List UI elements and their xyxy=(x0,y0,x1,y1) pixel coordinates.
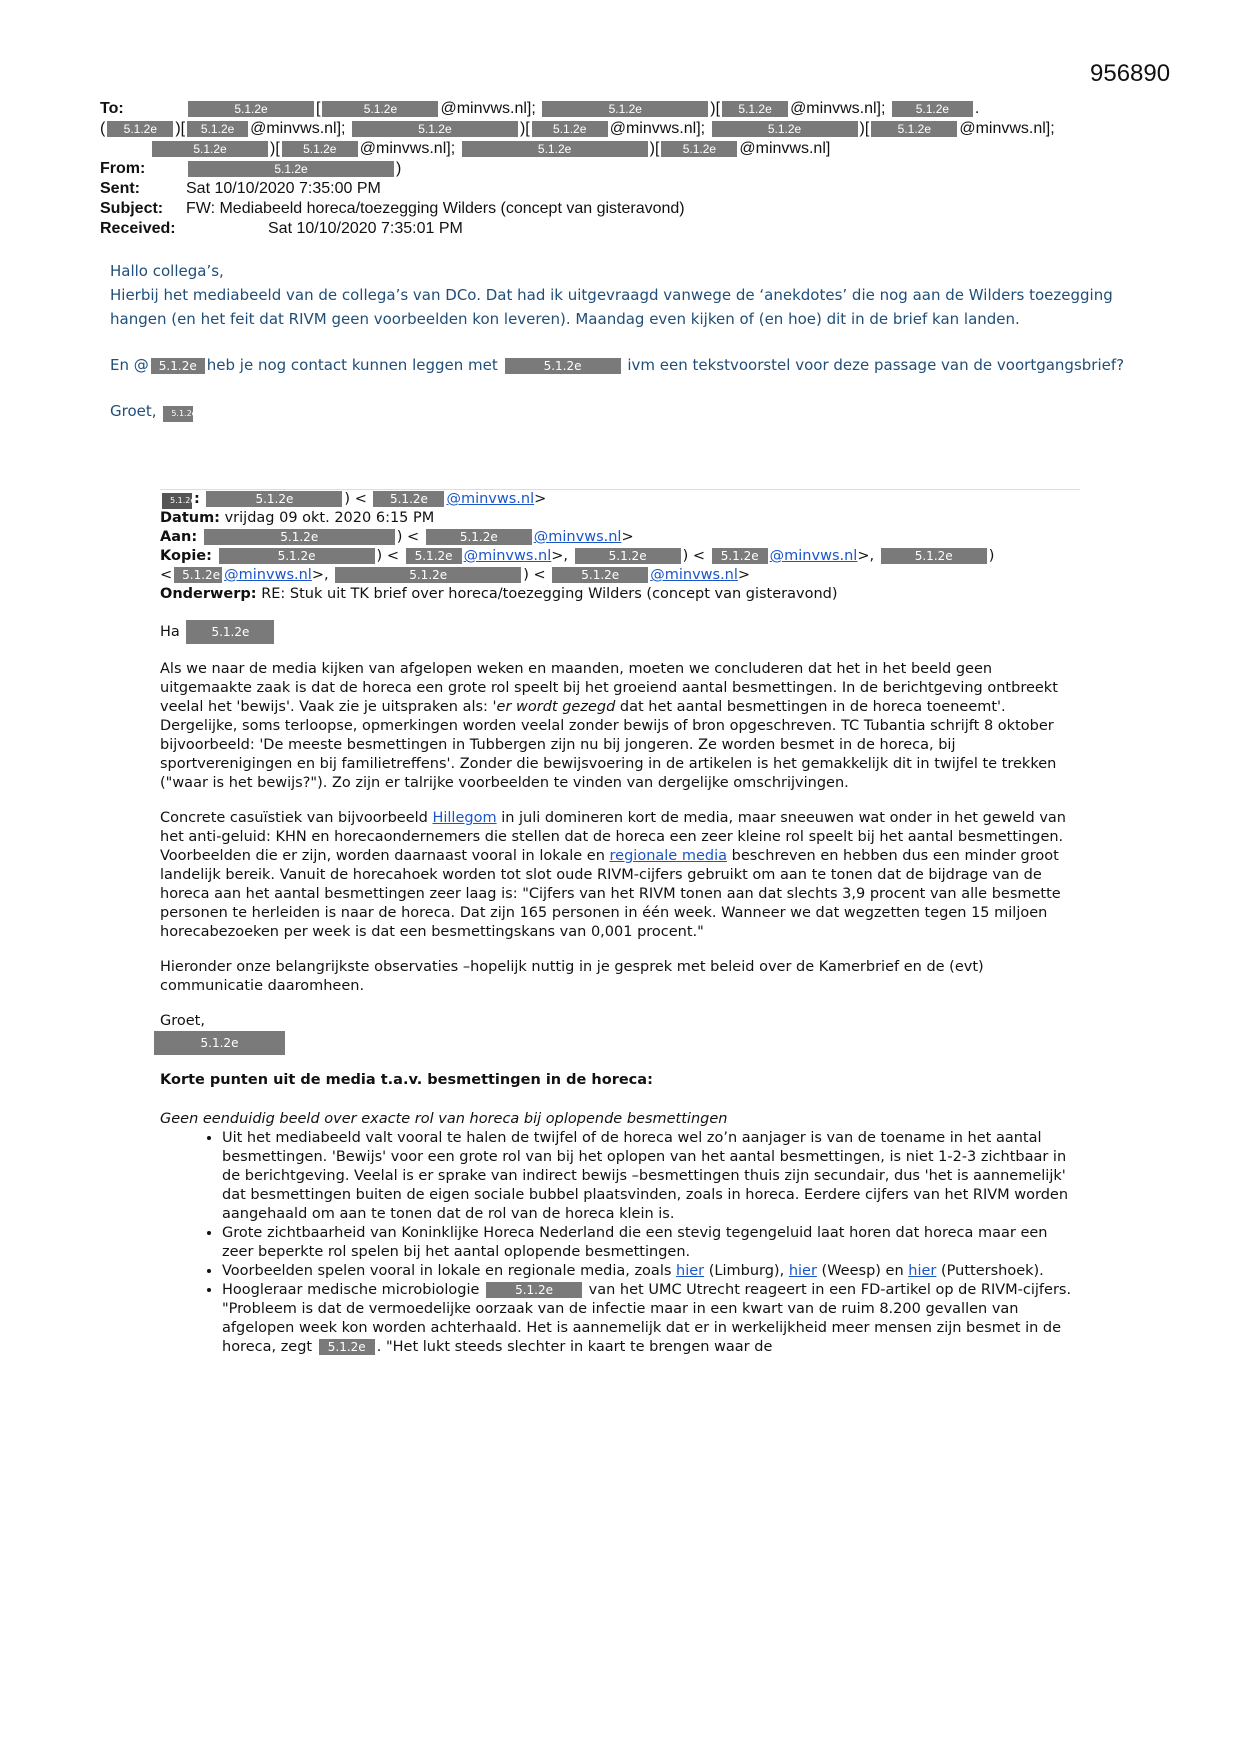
text: van het UMC Utrecht reageert in een FD-artikel op de RIVM-cijfers. "Probleem is dat de vermoedelijke oorzaak van de infectie maar in een kwart van de ruim 8.200 gevallen van afgelopen week kon worden achterhaald. Het is aannemelijk dat er in werkelijkheid meer mensen zijn besmet in de horeca, zegt xyxy=(222,1282,1072,1355)
redaction: 5.1.2e xyxy=(871,121,957,137)
email-link[interactable]: @minvws.nl xyxy=(650,567,738,583)
from-label: From: xyxy=(100,160,146,177)
redaction: 5.1.2e xyxy=(151,358,205,374)
text: Ha xyxy=(160,624,180,640)
redaction: 5.1.2e xyxy=(107,121,173,137)
sent-value: Sat 10/10/2020 7:35:00 PM xyxy=(186,180,381,197)
redaction: 5.1.2e xyxy=(219,548,375,564)
hier-link-2[interactable]: hier xyxy=(788,1263,817,1279)
regionale-media-link[interactable]: regionale media xyxy=(609,848,727,864)
redaction: 5.1.2e xyxy=(892,101,973,117)
label: Kopie: xyxy=(160,548,212,564)
value: RE: Stuk uit TK brief over horeca/toezegging Wilders (concept van gisteravond) xyxy=(261,586,838,602)
fwd-datum-row xyxy=(160,509,1080,528)
text: . "Het lukt steeds slechter in kaart te brengen waar de xyxy=(376,1339,773,1355)
paragraph-2 xyxy=(160,809,1080,942)
text: Als we naar de media kijken van afgelopen weken en maanden, moeten we concluderen dat het in het beeld geen uitgemaakte zaak is dat de horeca een grote rol speelt bij het groeiend aantal besmettingen. In de berichtgeving ontbreekt veelal het 'bewijs'. Vaak zie je uitspraken als: xyxy=(160,661,1058,715)
email-link[interactable]: @minvws.nl xyxy=(446,491,535,507)
bullet-item: • Uit het mediabeeld valt vooral te halen de twijfel of de horeca wel zo’n aanjager is van de toename in het aantal besmettingen. 'Bewijs' voor een grote rol van bij het oplopen van het aantal besmettingen, is niet 1-2-3 zichtbaar in de berichtgeving. Veelal is er sprake van indirect bewijs –besmettingen thuis zijn secundair, dus 'het is aannemelijk' dat besmettingen buiten de eigen sociale bubbel plaatsvinden, zoals in horeca. Eerdere cijfers van het RIVM worden aangehaald om aan te tonen dat de rol van de horeca klein is. xyxy=(222,1129,1080,1224)
hillegom-link[interactable]: Hillegom xyxy=(432,810,497,826)
redaction: 5.1.2e xyxy=(154,1031,285,1055)
to-row: To: 5.1.2e [ 5.1.2e @minvws.nl]; 5.1.2e )[ 5.1.2e @minvws.nl]; 5.1.2e . xyxy=(100,100,980,117)
message-paragraph: Hierbij het mediabeeld van de collega’s van DCo. Dat had ik uitgevraagd vanwege de ‘anekdotes’ die nog aan de Wilders toezegging hangen (en het feit dat RIVM geen voorbeelden kon leveren). Maandag even kijken of (en hoe) dit in de brief kan landen. xyxy=(110,286,1113,328)
text: beschreven en hebben dus een minder groot landelijk bereik. Vanuit de horecahoek worden tot slot oude RIVM-cijfers gebruikt om aan te tonen dat de bijdrage van de horeca aan het aantal besmettingen zeer laag is: "Cijfers van het RIVM tonen aan dat slechts 3,9 procent van alle besmette personen te herleiden is naar de horeca. Dat zijn 165 personen in één week. Wanneer we dat wegzetten tegen 15 miljoen horecabezoeken per week is dat een besmettingskans van 0,001 procent." xyxy=(160,848,1061,940)
salutation xyxy=(160,620,1080,644)
text: dat het aantal besmettingen in de horeca toeneemt'. Dergelijke, soms terloopse, opmerkingen worden veelal zonder bewijs of bron opgeschreven. TC Tubantia schrijft 8 oktober bijvoorbeeld: 'De meeste besmettingen in Tubbergen zijn nu bij jongeren. Ze worden besmet in de horeca, bij sportverenigingen en bij familietreffens'. Zonder die bewijsvoering in de artikelen is het gemakkelijk dit in twijfel te trekken ("waar is het bewijs?"). Zo zijn er talrijke voorbeelden te vinden van dergelijke omschrijvingen. xyxy=(160,699,1057,791)
redaction: 5.1.2e xyxy=(322,101,438,117)
text: (Puttershoek). xyxy=(936,1263,1044,1279)
redaction: 5.1.2e xyxy=(532,121,608,137)
fwd-aan-row: Aan: 5.1.2e ) < 5.1.2e @minvws.nl> xyxy=(160,529,634,545)
fwd-onderwerp-row xyxy=(160,585,1080,604)
greeting: Hallo collega’s, xyxy=(110,262,224,280)
email-domain: @minvws.nl]; xyxy=(790,100,886,117)
redaction: 5.1.2e xyxy=(162,493,192,509)
redaction: 5.1.2e xyxy=(373,491,444,507)
value: vrijdag 09 okt. 2020 6:15 PM xyxy=(224,510,435,526)
subject-label: Subject: xyxy=(100,200,164,217)
text: ivm een tekstvoorstel voor deze passage van de voortgangsbrief? xyxy=(627,356,1125,374)
redaction: 5.1.2e xyxy=(163,406,193,422)
redaction: 5.1.2e xyxy=(505,358,621,374)
subject-row xyxy=(100,199,1150,219)
redaction: 5.1.2e xyxy=(352,121,518,137)
label: Onderwerp: xyxy=(160,586,257,602)
received-row xyxy=(100,219,1150,239)
to-row-2: ( 5.1.2e )[ 5.1.2e @minvws.nl]; 5.1.2e )[ 5.1.2e @minvws.nl]; 5.1.2e )[ 5.1.2e @minvws.nl]; xyxy=(100,120,1055,137)
redaction: 5.1.2e xyxy=(712,121,858,137)
email-domain: @minvws.nl]; xyxy=(440,100,536,117)
redaction: 5.1.2e xyxy=(575,548,681,564)
redaction: 5.1.2e xyxy=(204,529,395,545)
redaction: 5.1.2e xyxy=(187,121,248,137)
redaction: 5.1.2e xyxy=(542,101,708,117)
signature-row xyxy=(152,1031,1080,1055)
text: Voorbeelden spelen vooral in lokale en regionale media, zoals xyxy=(222,1263,677,1279)
received-label: Received: xyxy=(100,220,176,237)
forwarded-message xyxy=(160,490,1080,1357)
bullet-item: • Grote zichtbaarheid van Koninklijke Horeca Nederland die een stevig tegengeluid laat horen dat horeca maar een zeer beperkte rol spelen bij het aantal oplopende besmettingen. xyxy=(222,1224,1080,1262)
text: heb je nog contact kunnen leggen met xyxy=(206,356,498,374)
redaction: 5.1.2e xyxy=(426,529,532,545)
from-row: From: 5.1.2e ) xyxy=(100,160,402,177)
email-domain: @minvws.nl]; xyxy=(359,140,456,157)
redaction: 5.1.2e xyxy=(881,548,987,564)
received-value: Sat 10/10/2020 7:35:01 PM xyxy=(268,220,463,237)
redaction: 5.1.2e xyxy=(462,141,648,157)
bullet-item xyxy=(222,1262,1080,1281)
redaction: 5.1.2e xyxy=(186,620,274,644)
redaction: 5.1.2e xyxy=(174,567,222,583)
email-link[interactable]: @minvws.nl xyxy=(463,548,552,564)
text: Groet, xyxy=(110,402,157,420)
to-label: To: xyxy=(100,100,124,117)
email-link[interactable]: @minvws.nl xyxy=(769,548,858,564)
redaction: 5.1.2e xyxy=(188,101,314,117)
sent-label: Sent: xyxy=(100,180,140,197)
fwd-kopie-row-2: < 5.1.2e @minvws.nl>, 5.1.2e ) < 5.1.2e @minvws.nl> xyxy=(160,567,751,583)
redaction: 5.1.2e xyxy=(712,548,768,564)
subject-value: FW: Mediabeeld horeca/toezegging Wilders (concept van gisteravond) xyxy=(186,200,685,217)
sent-row xyxy=(100,179,1150,199)
redaction: 5.1.2e xyxy=(319,1339,375,1355)
redaction: 5.1.2e xyxy=(335,567,521,583)
label: Aan: xyxy=(160,529,198,545)
text: (Weesp) en xyxy=(816,1263,909,1279)
bullet-item xyxy=(222,1281,1080,1357)
email-domain-last: @minvws.nl] xyxy=(739,140,831,157)
hier-link-3[interactable]: hier xyxy=(908,1263,937,1279)
hier-link-1[interactable]: hier xyxy=(676,1263,705,1279)
redaction: 5.1.2e xyxy=(552,567,648,583)
email-header xyxy=(100,99,1150,239)
redaction: 5.1.2e xyxy=(188,161,394,177)
text: Concrete casuïstiek van bijvoorbeeld xyxy=(160,810,433,826)
groet: Groet, xyxy=(160,1013,205,1029)
to-row-3: 5.1.2e )[ 5.1.2e @minvws.nl]; 5.1.2e )[ 5.1.2e @minvws.nl] xyxy=(100,139,1150,159)
text: in juli domineren kort de media, maar sneeuwen wat onder in het geweld van het anti-geluid: KHN en horecaondernemers die stellen dat de horeca een zeer kleine rol speelt bij het aantal besmettingen. Voorbeelden die er zijn, worden daarnaast vooral in lokale en xyxy=(160,810,1066,864)
email-domain: @minvws.nl]; xyxy=(250,120,346,137)
bullet-list xyxy=(160,1129,1080,1357)
redaction: 5.1.2e xyxy=(406,548,462,564)
subheading: Geen eenduidig beeld over exacte rol van horeca bij oplopende besmettingen xyxy=(160,1111,728,1127)
text: (Limburg), xyxy=(704,1263,789,1279)
text-italic: 'er wordt gezegd xyxy=(492,699,616,715)
signoff xyxy=(110,399,1140,423)
label: Datum: xyxy=(160,510,220,526)
email-link[interactable]: @minvws.nl xyxy=(533,529,622,545)
text: En @ xyxy=(110,356,149,374)
section-title: Korte punten uit de media t.a.v. besmettingen in de horeca: xyxy=(160,1072,653,1088)
redaction: 5.1.2e xyxy=(206,491,342,507)
email-domain: @minvws.nl]; xyxy=(959,120,1055,137)
fwd-kopie-row: Kopie: 5.1.2e ) < 5.1.2e @minvws.nl>, 5.1.2e ) < 5.1.2e @minvws.nl>, 5.1.2e ) xyxy=(160,548,995,564)
page-blank-area xyxy=(0,1400,1241,1754)
text: Hoogleraar medische microbiologie xyxy=(222,1282,480,1298)
email-domain: @minvws.nl]; xyxy=(609,120,706,137)
paragraph-3: Hieronder onze belangrijkste observaties –hopelijk nuttig in je gesprek met beleid over de Kamerbrief en de (evt) communicatie daaromheen. xyxy=(160,959,984,994)
email-link[interactable]: @minvws.nl xyxy=(224,567,312,583)
redaction: 5.1.2e xyxy=(661,141,737,157)
document-id: 956890 xyxy=(1090,60,1171,87)
redaction: 5.1.2e xyxy=(486,1282,582,1298)
paragraph-1 xyxy=(160,660,1080,793)
redaction: 5.1.2e xyxy=(282,141,358,157)
fwd-from-row: 5.1.2e: 5.1.2e ) < 5.1.2e @minvws.nl> xyxy=(160,490,1080,509)
message-paragraph-2 xyxy=(110,353,1140,377)
message-body xyxy=(110,259,1140,423)
redaction: 5.1.2e xyxy=(152,141,268,157)
redaction: 5.1.2e xyxy=(722,101,788,117)
